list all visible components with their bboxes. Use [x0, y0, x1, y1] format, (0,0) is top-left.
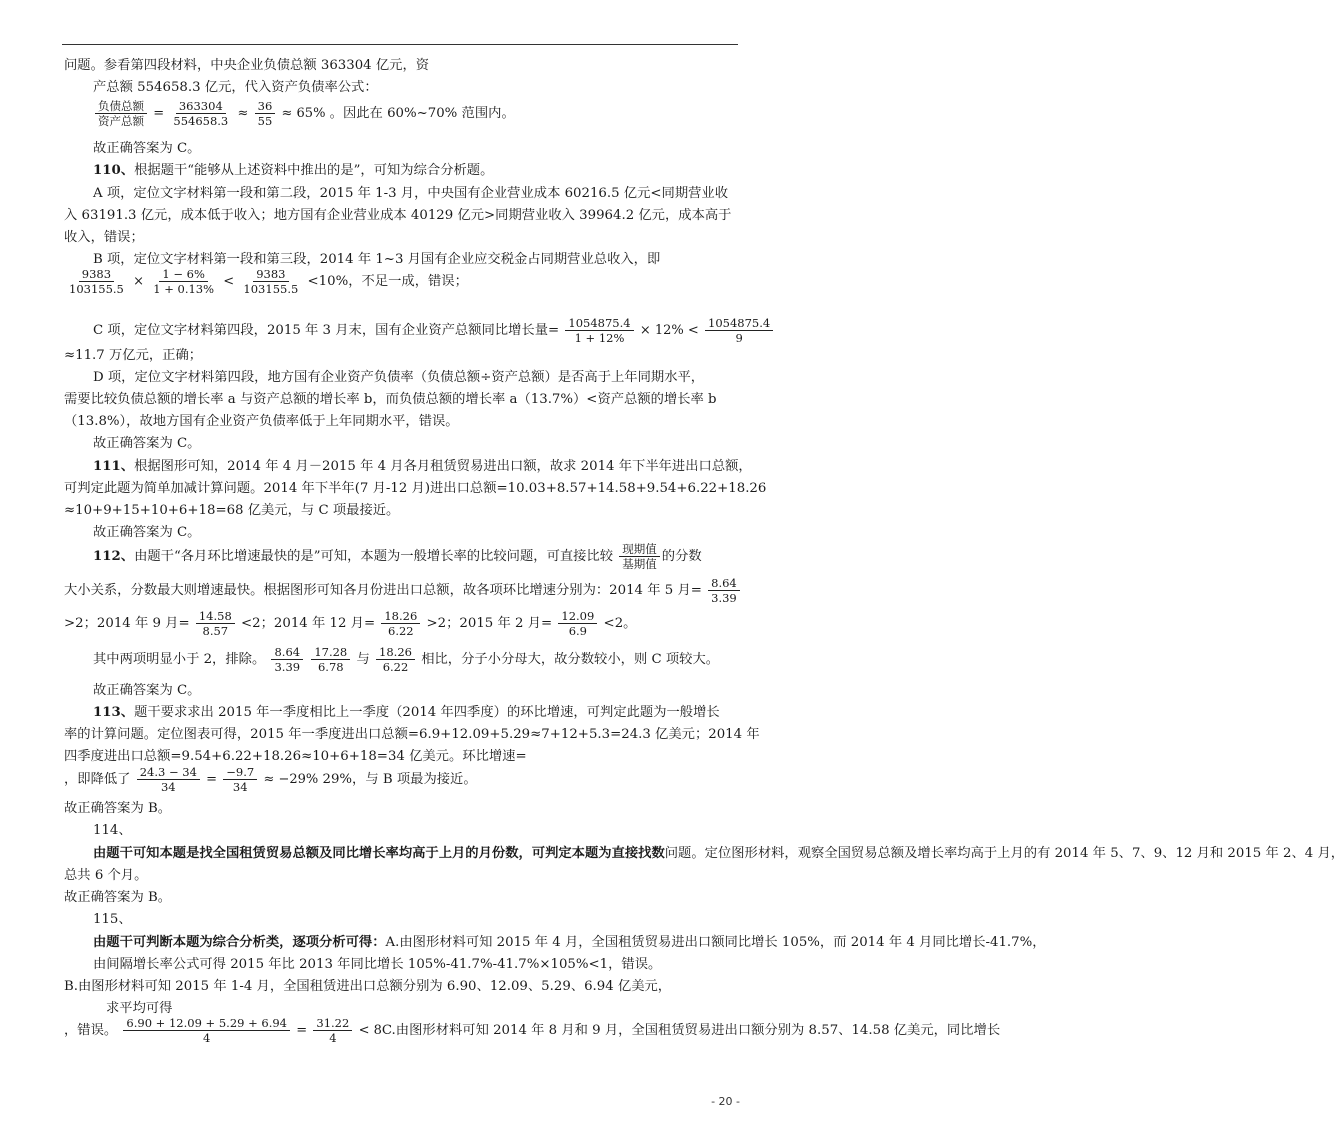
text-line: 114、: [93, 823, 132, 838]
text-line: D 项，定位文字材料第四段，地方国有企业资产负债率（负债总额÷资产总额）是否高于上年同期水平，: [93, 370, 705, 385]
formula-tax-ratio: $\frac{9383}{103155.5}$ × $\frac{1 - 6\%}{1 + 0.13\%}$ < $\frac{9383}{103155.5}$ <10%，不足一成，错误；: [64, 267, 468, 296]
fraction: $\frac{8.64}{3.39}$: [271, 645, 303, 674]
text-line: （13.8%），故地方国有企业资产负债率低于上年同期水平，错误。: [64, 414, 459, 429]
fraction: $\frac{24.3 - 34}{34}$: [137, 765, 200, 794]
fraction: $\frac{1 - 6\%}{1 + 0.13\%}$: [153, 267, 215, 296]
fraction: $\frac{363304}{554658.3}$: [173, 99, 229, 128]
fraction: $\frac{\text{负债总额}}{\text{资产总额}}$: [95, 99, 147, 128]
text-line: 故正确答案为 C。: [93, 436, 201, 451]
fraction: $\frac{1054875.4}{1 + 12\%}$: [565, 316, 633, 345]
question-line: 111、根据图形可知，2014 年 4 月－2015 年 4 月各月租赁贸易进出口额，故求 2014 年下半年进出口总额，: [93, 459, 752, 474]
text-line: ≈11.7 万亿元，正确；: [64, 348, 203, 363]
text-line: 问题。参看第四段材料，中央企业负债总额 363304 亿元，资: [64, 58, 430, 73]
text-line: B 项，定位文字材料第一段和第三段，2014 年 1~3 月国有企业应交税金占同期营业总收入，即: [93, 252, 661, 267]
formula-asset-growth: C 项，定位文字材料第四段，2015 年 3 月末，国有企业资产总额同比增长量= $\frac{1054875.4}{1 + 12\%}$ × 12% < $\frac{1054875.4}{9}$: [93, 316, 775, 346]
text-line: B.由图形材料可知 2015 年 1-4 月，全国租赁进出口总额分别为 6.90、12.09、5.29、6.94 亿美元，: [64, 979, 672, 994]
fraction: $\frac{6.90 + 12.09 + 5.29 + 6.94}{4}$: [123, 1016, 290, 1045]
text-line: 由间隔增长率公式可得 2015 年比 2013 年同比增长 105%-41.7%-41.7%×105%<1，错误。: [93, 957, 662, 972]
question-line: 113、题干要求求出 2015 年一季度相比上一季度（2014 年四季度）的环比增速，可判定此题为一般增长: [93, 705, 720, 720]
fraction: $\frac{12.09}{6.9}$: [558, 609, 597, 638]
text-line: >2；2014 年 9 月= $\frac{14.58}{8.57}$ <2；2014 年 12 月= $\frac{18.26}{6.22}$ >2；2015 年 2 月= $\frac{12.09}{6.9}$ <2。: [64, 609, 637, 638]
text-line: 四季度进出口总额=9.54+6.22+18.26≈10+6+18=34 亿美元。环比增速=: [64, 749, 527, 764]
page-number: - 20 -: [711, 1095, 740, 1108]
text-line: 可判定此题为简单加减计算问题。2014 年下半年(7 月-12 月)进出口总额=10.03+8.57+14.58+9.54+6.22+18.26: [64, 481, 767, 496]
text-line: 故正确答案为 C。: [93, 525, 201, 540]
text-line: 大小关系，分数最大则增速最快。根据图形可知各月份进出口总额，故各项环比增速分别为：2014 年 5 月= $\frac{8.64}{3.39}$: [64, 576, 742, 606]
text-line: 产总额 554658.3 亿元，代入资产负债率公式：: [93, 80, 378, 95]
fraction: $\frac{9383}{103155.5}$: [243, 267, 299, 296]
fraction: $\frac{-9.7}{34}$: [223, 765, 257, 794]
text-line: 故正确答案为 C。: [93, 683, 201, 698]
fraction: $\frac{8.64}{3.39}$: [708, 576, 740, 605]
fraction: $\frac{18.26}{6.22}$: [376, 645, 415, 674]
text-line: ≈10+9+15+10+6+18=68 亿美元，与 C 项最接近。: [64, 503, 400, 518]
fraction: $\frac{31.22}{4}$: [313, 1016, 352, 1045]
question-line: 112、由题干“各月环比增速最快的是”可知，本题为一般增长率的比较问题，可直接比较 $\frac{\text{现期值}}{\text{基期值}}$ 的分数: [93, 542, 702, 571]
text-line: 入 63191.3 亿元，成本低于收入；地方国有企业营业成本 40129 亿元>同期营业收入 39964.2 亿元，成本高于: [64, 208, 732, 223]
text-line: 收入，错误；: [64, 230, 144, 245]
formula-debt-ratio: $\frac{\text{负债总额}}{\text{资产总额}}$ = $\frac{363304}{554658.3}$ ≈ $\frac{36}{55}$ ≈ 65% 。因此在 60%~70% 范围内。: [93, 99, 515, 128]
text-line: 115、: [93, 912, 132, 927]
question-line: 由题干可知本题是找全国租赁贸易总额及同比增长率均高于上月的月份数，可判定本题为直接找数问题。定位图形材料，观察全国贸易总额及增长率均高于上月的有 2014 年 5、7、9、12 月和 2015 年 2、4 月，: [93, 846, 1344, 861]
text-line: A 项，定位文字材料第一段和第二段，2015 年 1-3 月，中央国有企业营业成本 60216.5 亿元<同期营业收: [93, 186, 729, 201]
text-line: 故正确答案为 B。: [64, 801, 172, 816]
text-line: 求平均可得: [106, 1001, 173, 1016]
fraction: $\frac{\text{现期值}}{\text{基期值}}$: [619, 542, 660, 571]
fraction: $\frac{14.58}{8.57}$: [196, 609, 235, 638]
question-line: 110、根据题干“能够从上述资料中推出的是”，可知为综合分析题。: [93, 163, 494, 178]
fraction: $\frac{9383}{103155.5}$: [69, 267, 124, 296]
header-rule: [62, 44, 738, 45]
text-line: 率的计算问题。定位图表可得，2015 年一季度进出口总额=6.9+12.09+5.29≈7+12+5.3=24.3 亿美元；2014 年: [64, 727, 760, 742]
text-line: 故正确答案为 B。: [64, 890, 172, 905]
fraction: $\frac{18.26}{6.22}$: [381, 609, 420, 638]
text-line: 需要比较负债总额的增长率 a 与资产总额的增长率 b，而负债总额的增长率 a（13.7%）<资产总额的增长率 b: [64, 392, 717, 407]
formula-average: ，错误。 $\frac{6.90 + 12.09 + 5.29 + 6.94}{4}$ = $\frac{31.22}{4}$ < 8C.由图形材料可知 2014 年 8 月和 9 月，全国租赁贸易进出口额分别为 8.57、14.58 亿美元，同比增长: [64, 1016, 1001, 1045]
question-line: 由题干可判断本题为综合分析类，逐项分析可得：A.由图形材料可知 2015 年 4 月，全国租赁贸易进出口额同比增长 105%，而 2014 年 4 月同比增长-41.7%，: [93, 935, 1046, 950]
formula-qoq: ，即降低了 $\frac{24.3 - 34}{34}$ = $\frac{-9.7}{34}$ ≈ −29% 29%，与 B 项最为接近。: [64, 765, 477, 794]
text-line: 总共 6 个月。: [64, 868, 148, 883]
fraction: $\frac{36}{55}$: [255, 99, 276, 128]
fraction: $\frac{1054875.4}{9}$: [705, 316, 773, 345]
fraction: $\frac{17.28}{6.78}$: [311, 645, 350, 674]
text-line: 故正确答案为 C。: [93, 141, 201, 156]
text-line: 其中两项明显小于 2，排除。 $\frac{8.64}{3.39}$ $\frac{17.28}{6.78}$ 与 $\frac{18.26}{6.22}$ 相比，分子小分母大，故分数较小，则 C 项较大。: [93, 645, 720, 674]
